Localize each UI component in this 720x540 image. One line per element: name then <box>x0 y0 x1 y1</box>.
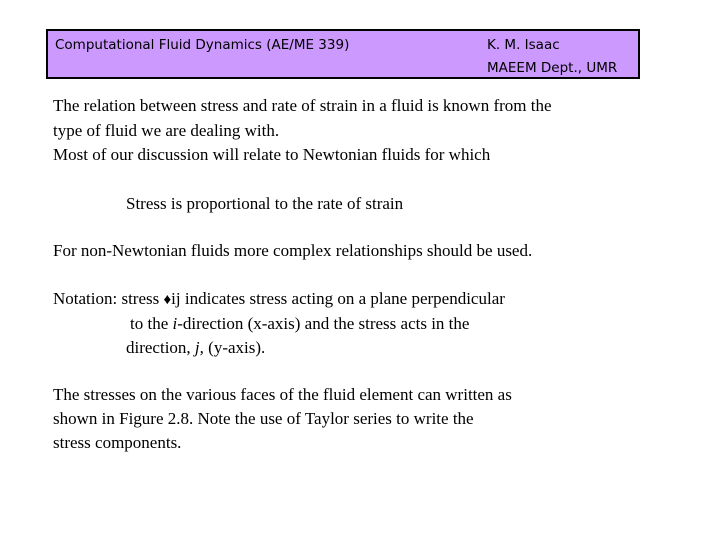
slide-header <box>46 29 640 79</box>
notation-line2-pre: to the <box>130 314 173 333</box>
course-title: Computational Fluid Dynamics (AE/ME 339) <box>55 37 350 53</box>
notation-line3-pre: direction, <box>126 338 195 357</box>
notation-prefix: Notation: stress <box>53 289 164 308</box>
notation-line3 <box>126 338 265 358</box>
para1-line2: type of fluid we are dealing with. <box>53 121 280 140</box>
non-newtonian-text: For non-Newtonian fluids more complex relationships should be used. <box>53 241 533 260</box>
tau-symbol-icon: ♦ <box>163 292 172 308</box>
index-j: j, <box>194 338 204 357</box>
notation-line2 <box>130 314 469 334</box>
department: MAEEM Dept., UMR <box>487 60 618 76</box>
notation-line1 <box>53 289 505 309</box>
para4-line1: The stresses on the various faces of the fluid element can written as <box>53 385 512 404</box>
para1-line3: Most of our discussion will relate to Newtonian fluids for which <box>53 145 491 164</box>
para1-line1: The relation between stress and rate of strain in a fluid is known from the <box>53 96 552 115</box>
statement: Stress is proportional to the rate of strain <box>126 194 404 213</box>
notation-line3-rest: (y-axis). <box>208 338 266 357</box>
notation-line2-rest: -direction (x-axis) and the stress acts in the <box>177 314 470 333</box>
notation-line1-rest: ij indicates stress acting on a plane perpendicular <box>171 289 505 308</box>
index-i: i <box>172 314 178 333</box>
para4-line2: shown in Figure 2.8. Note the use of Taylor series to write the <box>53 409 474 428</box>
author-name: K. M. Isaac <box>487 37 560 53</box>
para4-line3: stress components. <box>53 433 182 452</box>
